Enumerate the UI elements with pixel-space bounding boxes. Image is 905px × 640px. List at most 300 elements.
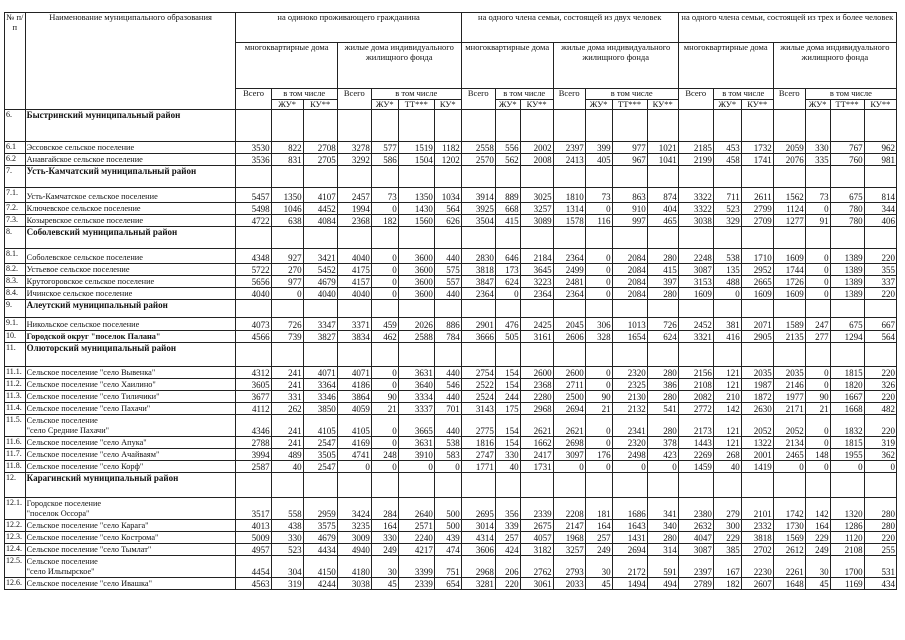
settlement-name xyxy=(25,415,236,437)
value-cell: 3087 xyxy=(678,264,713,276)
value-cell: 220 xyxy=(864,532,896,544)
value-cell: 331 xyxy=(271,391,303,403)
empty-cell xyxy=(271,227,303,249)
value-cell: 3994 xyxy=(236,449,271,461)
value-cell: 4073 xyxy=(236,318,271,331)
value-cell: 1609 xyxy=(741,288,773,300)
value-cell: 21 xyxy=(371,403,398,415)
value-cell: 397 xyxy=(647,276,678,288)
value-cell: 405 xyxy=(585,154,612,166)
value-cell: 767 xyxy=(830,142,864,154)
value-cell: 2588 xyxy=(398,331,434,343)
header-tt: ТТ*** xyxy=(830,99,864,110)
empty-cell xyxy=(303,473,337,498)
settlement-name xyxy=(25,498,236,520)
value-cell: 277 xyxy=(805,331,830,343)
value-cell: 3925 xyxy=(461,203,495,215)
empty-cell xyxy=(864,110,896,142)
value-cell: 3161 xyxy=(520,331,553,343)
value-cell: 175 xyxy=(495,403,520,415)
value-cell: 21 xyxy=(805,403,830,415)
value-cell: 248 xyxy=(371,449,398,461)
value-cell: 889 xyxy=(495,188,520,203)
empty-cell xyxy=(520,300,553,318)
empty-cell xyxy=(236,473,271,498)
value-cell: 1013 xyxy=(612,318,647,331)
empty-cell xyxy=(371,343,398,367)
value-cell: 257 xyxy=(585,532,612,544)
value-cell: 2959 xyxy=(303,498,337,520)
empty-cell xyxy=(805,227,830,249)
district-row xyxy=(5,166,897,188)
value-cell: 500 xyxy=(434,520,461,532)
value-cell: 1034 xyxy=(434,188,461,203)
value-cell: 423 xyxy=(647,449,678,461)
value-cell: 546 xyxy=(434,379,461,391)
value-cell: 3061 xyxy=(520,578,553,590)
value-cell: 3235 xyxy=(337,520,371,532)
empty-cell xyxy=(864,473,896,498)
header-apartments: многоквартирные дома xyxy=(678,43,773,89)
value-cell: 3322 xyxy=(678,188,713,203)
empty-cell xyxy=(773,473,805,498)
value-cell: 3645 xyxy=(520,264,553,276)
value-cell: 0 xyxy=(805,203,830,215)
value-cell: 814 xyxy=(864,188,896,203)
header-incl: в том числе xyxy=(495,89,553,100)
empty-cell xyxy=(495,343,520,367)
table-row xyxy=(5,520,897,532)
value-cell: 4107 xyxy=(303,188,337,203)
empty-cell xyxy=(434,110,461,142)
value-cell: 3850 xyxy=(303,403,337,415)
value-cell: 2108 xyxy=(678,379,713,391)
value-cell: 3914 xyxy=(461,188,495,203)
value-cell: 2457 xyxy=(337,188,371,203)
value-cell: 2002 xyxy=(520,142,553,154)
value-cell: 538 xyxy=(434,437,461,449)
value-cell: 280 xyxy=(647,532,678,544)
value-cell: 121 xyxy=(713,437,741,449)
value-cell: 822 xyxy=(271,142,303,154)
value-cell: 3864 xyxy=(337,391,371,403)
value-cell: 438 xyxy=(271,520,303,532)
value-cell: 2320 xyxy=(612,367,647,379)
value-cell: 1741 xyxy=(741,154,773,166)
row-number: 9.1. xyxy=(5,318,26,331)
value-cell: 5656 xyxy=(236,276,271,288)
value-cell: 0 xyxy=(371,461,398,473)
value-cell: 0 xyxy=(805,288,830,300)
value-cell: 1124 xyxy=(773,203,805,215)
value-cell: 2570 xyxy=(461,154,495,166)
value-cell: 2230 xyxy=(741,556,773,578)
header-three: на одного члена семьи, состоящей из трех и более человек xyxy=(678,13,896,43)
district-row xyxy=(5,343,897,367)
value-cell: 5009 xyxy=(236,532,271,544)
value-cell: 2130 xyxy=(612,391,647,403)
value-cell: 415 xyxy=(495,215,520,227)
table-row xyxy=(5,391,897,403)
value-cell: 1667 xyxy=(830,391,864,403)
value-cell: 2630 xyxy=(741,403,773,415)
value-cell: 91 xyxy=(805,215,830,227)
value-cell: 182 xyxy=(713,578,741,590)
value-cell: 0 xyxy=(773,461,805,473)
value-cell: 3421 xyxy=(303,249,337,264)
value-cell: 2413 xyxy=(553,154,585,166)
value-cell: 4169 xyxy=(337,437,371,449)
value-cell: 1494 xyxy=(612,578,647,590)
value-cell: 142 xyxy=(805,498,830,520)
value-cell: 2172 xyxy=(612,556,647,578)
value-cell: 0 xyxy=(337,461,371,473)
value-cell: 440 xyxy=(434,288,461,300)
value-cell: 1810 xyxy=(553,188,585,203)
value-cell: 962 xyxy=(864,142,896,154)
empty-cell xyxy=(303,300,337,318)
row-number: 12.5. xyxy=(5,556,26,578)
value-cell: 45 xyxy=(585,578,612,590)
value-cell: 711 xyxy=(713,188,741,203)
value-cell: 0 xyxy=(371,276,398,288)
row-number: 11.4. xyxy=(5,403,26,415)
value-cell: 3281 xyxy=(461,578,495,590)
value-cell: 1771 xyxy=(461,461,495,473)
empty-cell xyxy=(678,300,713,318)
value-cell: 2799 xyxy=(741,203,773,215)
empty-cell xyxy=(553,473,585,498)
value-cell: 2621 xyxy=(520,415,553,437)
value-cell: 2084 xyxy=(612,249,647,264)
value-cell: 0 xyxy=(585,415,612,437)
empty-cell xyxy=(830,227,864,249)
value-cell: 2052 xyxy=(773,415,805,437)
value-cell: 0 xyxy=(371,437,398,449)
empty-cell xyxy=(773,227,805,249)
table-row xyxy=(5,449,897,461)
value-cell: 0 xyxy=(371,415,398,437)
value-cell: 2248 xyxy=(678,249,713,264)
empty-cell xyxy=(398,110,434,142)
value-cell: 3600 xyxy=(398,276,434,288)
value-cell: 335 xyxy=(805,154,830,166)
value-cell: 257 xyxy=(495,532,520,544)
value-cell: 3910 xyxy=(398,449,434,461)
table-row xyxy=(5,264,897,276)
value-cell: 0 xyxy=(434,461,461,473)
value-cell: 440 xyxy=(434,249,461,264)
district-row xyxy=(5,110,897,142)
value-cell: 760 xyxy=(830,154,864,166)
value-cell: 330 xyxy=(271,532,303,544)
header-name: Наименование муниципального образования xyxy=(25,13,236,110)
row-number: 6. xyxy=(5,110,26,142)
empty-cell xyxy=(647,343,678,367)
value-cell: 2711 xyxy=(553,379,585,391)
value-cell: 2901 xyxy=(461,318,495,331)
settlement-name-line1: Сельское поселение xyxy=(26,557,98,566)
value-cell: 1994 xyxy=(337,203,371,215)
value-cell: 0 xyxy=(398,461,434,473)
value-cell: 154 xyxy=(495,379,520,391)
header-tt: ТТ*** xyxy=(398,99,434,110)
value-cell: 0 xyxy=(864,461,896,473)
header-single: на одиноко проживающего гражданина xyxy=(236,13,461,43)
header-total: Всего xyxy=(773,89,805,110)
value-cell: 1350 xyxy=(398,188,434,203)
value-cell: 280 xyxy=(647,249,678,264)
value-cell: 1519 xyxy=(398,142,434,154)
value-cell: 2001 xyxy=(741,449,773,461)
value-cell: 1320 xyxy=(830,498,864,520)
value-cell: 1046 xyxy=(271,203,303,215)
value-cell: 355 xyxy=(864,264,896,276)
empty-cell xyxy=(398,227,434,249)
row-number: 8. xyxy=(5,227,26,249)
value-cell: 831 xyxy=(271,154,303,166)
value-cell: 4957 xyxy=(236,544,271,556)
row-number: 11.7. xyxy=(5,449,26,461)
value-cell: 1459 xyxy=(678,461,713,473)
empty-cell xyxy=(864,300,896,318)
value-cell: 3640 xyxy=(398,379,434,391)
value-cell: 564 xyxy=(864,331,896,343)
value-cell: 3606 xyxy=(461,544,495,556)
value-cell: 2339 xyxy=(398,578,434,590)
value-cell: 2788 xyxy=(236,437,271,449)
value-cell: 3677 xyxy=(236,391,271,403)
settlement-name: Сельское поселение "село Пахачи" xyxy=(25,403,236,415)
value-cell: 2708 xyxy=(303,142,337,154)
value-cell: 624 xyxy=(647,331,678,343)
row-number: 8.3. xyxy=(5,276,26,288)
value-cell: 2968 xyxy=(520,403,553,415)
header-zhu: ЖУ* xyxy=(371,99,398,110)
value-cell: 4157 xyxy=(337,276,371,288)
empty-cell xyxy=(612,227,647,249)
value-cell: 330 xyxy=(371,532,398,544)
value-cell: 4452 xyxy=(303,203,337,215)
value-cell: 0 xyxy=(585,276,612,288)
value-cell: 1169 xyxy=(830,578,864,590)
value-cell: 586 xyxy=(371,154,398,166)
value-cell: 399 xyxy=(585,142,612,154)
value-cell: 121 xyxy=(713,379,741,391)
header-apartments: многоквартирные дома xyxy=(236,43,337,89)
value-cell: 1431 xyxy=(612,532,647,544)
value-cell: 2320 xyxy=(612,437,647,449)
settlement-name: Эссовское сельское поселение xyxy=(25,142,236,154)
header-houses: жилые дома индивидуального жилищного фонда xyxy=(773,43,896,89)
value-cell: 4244 xyxy=(303,578,337,590)
empty-cell xyxy=(553,110,585,142)
value-cell: 2600 xyxy=(520,367,553,379)
settlement-name: Городской округ "поселок Палана" xyxy=(25,331,236,343)
value-cell: 0 xyxy=(371,288,398,300)
value-cell: 90 xyxy=(585,391,612,403)
value-cell: 319 xyxy=(864,437,896,449)
row-number: 12.1. xyxy=(5,498,26,520)
header-tt: ТТ*** xyxy=(612,99,647,110)
value-cell: 220 xyxy=(864,249,896,264)
value-cell: 2524 xyxy=(461,391,495,403)
value-cell: 910 xyxy=(612,203,647,215)
value-cell: 2793 xyxy=(553,556,585,578)
value-cell: 2754 xyxy=(461,367,495,379)
value-cell: 241 xyxy=(271,437,303,449)
value-cell: 2341 xyxy=(612,415,647,437)
empty-cell xyxy=(461,110,495,142)
value-cell: 3665 xyxy=(398,415,434,437)
value-cell: 0 xyxy=(805,437,830,449)
value-cell: 2380 xyxy=(678,498,713,520)
value-cell: 1668 xyxy=(830,403,864,415)
value-cell: 328 xyxy=(585,331,612,343)
value-cell: 154 xyxy=(495,415,520,437)
value-cell: 4057 xyxy=(520,532,553,544)
settlement-name-line2: "поселок Оссора" xyxy=(26,509,90,518)
value-cell: 3536 xyxy=(236,154,271,166)
value-cell: 531 xyxy=(864,556,896,578)
value-cell: 1654 xyxy=(612,331,647,343)
value-cell: 4071 xyxy=(303,367,337,379)
value-cell: 482 xyxy=(864,403,896,415)
table-row xyxy=(5,461,897,473)
value-cell: 3600 xyxy=(398,288,434,300)
table-body xyxy=(5,110,897,590)
empty-cell xyxy=(585,110,612,142)
value-cell: 3631 xyxy=(398,367,434,379)
value-cell: 2240 xyxy=(398,532,434,544)
value-cell: 2132 xyxy=(612,403,647,415)
header-incl: в том числе xyxy=(371,89,461,100)
value-cell: 220 xyxy=(864,288,896,300)
district-name: Соболевский муниципальный район xyxy=(25,227,236,249)
value-cell: 0 xyxy=(805,249,830,264)
empty-cell xyxy=(495,300,520,318)
table-row xyxy=(5,331,897,343)
value-cell: 73 xyxy=(371,188,398,203)
empty-cell xyxy=(236,110,271,142)
value-cell: 1815 xyxy=(830,367,864,379)
empty-cell xyxy=(830,473,864,498)
value-cell: 562 xyxy=(495,154,520,166)
value-cell: 3346 xyxy=(303,391,337,403)
settlement-name: Крутогоровское сельское поселение xyxy=(25,276,236,288)
value-cell: 2364 xyxy=(553,288,585,300)
empty-cell xyxy=(773,300,805,318)
value-cell: 220 xyxy=(495,578,520,590)
value-cell: 176 xyxy=(585,449,612,461)
value-cell: 3505 xyxy=(303,449,337,461)
value-cell: 4040 xyxy=(337,288,371,300)
value-cell: 1609 xyxy=(773,288,805,300)
row-number: 11.3. xyxy=(5,391,26,403)
value-cell: 326 xyxy=(864,379,896,391)
settlement-name-line1: Городское поселение xyxy=(26,499,102,508)
empty-cell xyxy=(271,300,303,318)
settlement-name: Никольское сельское поселение xyxy=(25,318,236,331)
table-row xyxy=(5,154,897,166)
row-number: 11.1. xyxy=(5,367,26,379)
value-cell: 591 xyxy=(647,556,678,578)
header-incl: в том числе xyxy=(805,89,896,100)
value-cell: 415 xyxy=(647,264,678,276)
settlement-name: Сельское поселение "село Ачайваям" xyxy=(25,449,236,461)
value-cell: 0 xyxy=(495,288,520,300)
header-ku: КУ** xyxy=(647,99,678,110)
value-cell: 241 xyxy=(271,379,303,391)
value-cell: 0 xyxy=(371,203,398,215)
value-cell: 2045 xyxy=(553,318,585,331)
value-cell: 229 xyxy=(713,532,741,544)
value-cell: 2156 xyxy=(678,367,713,379)
value-cell: 3827 xyxy=(303,331,337,343)
value-cell: 241 xyxy=(271,415,303,437)
value-cell: 270 xyxy=(271,264,303,276)
value-cell: 0 xyxy=(805,264,830,276)
value-cell: 2600 xyxy=(553,367,585,379)
row-number: 11.8. xyxy=(5,461,26,473)
value-cell: 2621 xyxy=(553,415,585,437)
table-row xyxy=(5,415,897,437)
value-cell: 4741 xyxy=(337,449,371,461)
empty-cell xyxy=(520,166,553,188)
settlement-name: Сельское поселение "село Карага" xyxy=(25,520,236,532)
header-ku: КУ** xyxy=(864,99,896,110)
value-cell: 3038 xyxy=(337,578,371,590)
value-cell: 2452 xyxy=(678,318,713,331)
empty-cell xyxy=(236,166,271,188)
empty-cell xyxy=(864,166,896,188)
empty-cell xyxy=(741,343,773,367)
value-cell: 121 xyxy=(713,367,741,379)
settlement-name: Ичинское сельское поселение xyxy=(25,288,236,300)
value-cell: 362 xyxy=(864,449,896,461)
value-cell: 2339 xyxy=(520,498,553,520)
value-cell: 1662 xyxy=(520,437,553,449)
empty-cell xyxy=(553,166,585,188)
value-cell: 3025 xyxy=(520,188,553,203)
empty-cell xyxy=(830,343,864,367)
value-cell: 1182 xyxy=(434,142,461,154)
value-cell: 319 xyxy=(271,578,303,590)
value-cell: 2612 xyxy=(773,544,805,556)
value-cell: 3153 xyxy=(678,276,713,288)
value-cell: 4040 xyxy=(303,288,337,300)
value-cell: 2547 xyxy=(303,437,337,449)
value-cell: 4013 xyxy=(236,520,271,532)
header-total: Всего xyxy=(678,89,713,110)
value-cell: 1589 xyxy=(773,318,805,331)
header-zhu: ЖУ* xyxy=(585,99,612,110)
value-cell: 404 xyxy=(647,203,678,215)
value-cell: 241 xyxy=(271,367,303,379)
value-cell: 2101 xyxy=(741,498,773,520)
value-cell: 780 xyxy=(830,215,864,227)
empty-cell xyxy=(678,227,713,249)
value-cell: 2500 xyxy=(553,391,585,403)
empty-cell xyxy=(647,110,678,142)
value-cell: 2184 xyxy=(520,249,553,264)
value-cell: 1686 xyxy=(612,498,647,520)
value-cell: 3818 xyxy=(741,532,773,544)
header-ku: КУ** xyxy=(303,99,337,110)
empty-cell xyxy=(236,227,271,249)
settlement-name: Сельское поселение "село Тымлат" xyxy=(25,544,236,556)
value-cell: 4566 xyxy=(236,331,271,343)
